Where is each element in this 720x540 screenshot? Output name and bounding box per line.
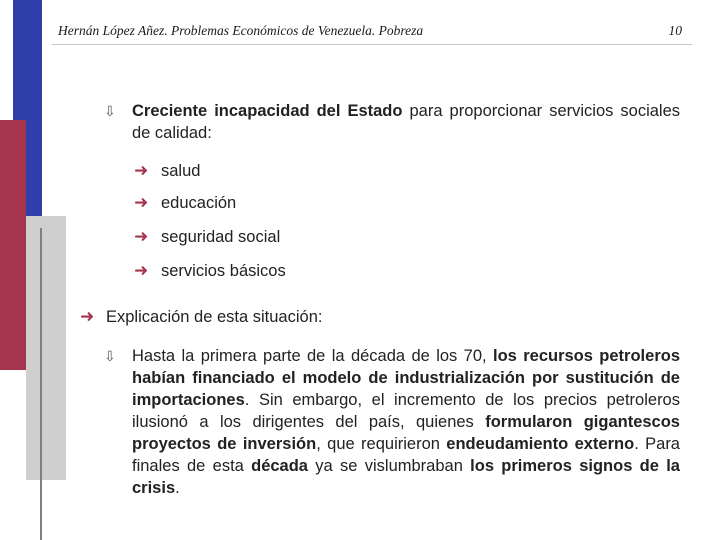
decor-bar-red: [0, 120, 26, 370]
bullet-text: Explicación de esta situación:: [106, 308, 323, 326]
page-number: 10: [668, 23, 682, 38]
paragraph-text: Hasta la primera parte de la década de los 70, los recursos petroleros habían financiado el modelo de industrialización por sustitución de importaciones. Sin embargo, el incremento de los precios petroleros ilusionó a los dirigentes del país, quienes formularon gigantescos proyectos de inversión, que requirieron endeudamiento externo. Para finales de esta década ya se vislumbraban los primeros signos de la crisis.: [132, 347, 680, 497]
header-divider: [52, 44, 692, 45]
decor-bar-gray: [26, 216, 66, 480]
header-title: Hernán López Añez. Problemas Económicos de Venezuela. Pobreza: [58, 23, 424, 38]
red-arrow-icon: ➜: [134, 161, 149, 181]
sub-item-label: educación: [161, 194, 237, 212]
slide-header: [58, 20, 684, 44]
outline-arrow-icon: ⇩: [104, 349, 116, 365]
red-arrow-icon: ➜: [80, 307, 95, 327]
outline-arrow-icon: ⇩: [104, 104, 116, 120]
red-arrow-icon: ➜: [134, 227, 149, 247]
decor-bar-line: [40, 228, 42, 540]
bullet-text: Creciente incapacidad del Estado para proporcionar servicios sociales de calidad:: [132, 102, 681, 142]
red-arrow-icon: ➜: [134, 193, 149, 213]
sub-item-label: salud: [161, 162, 201, 180]
sub-item-label: seguridad social: [161, 228, 281, 246]
red-arrow-icon: ➜: [134, 261, 149, 281]
sub-item-label: servicios básicos: [161, 262, 286, 280]
